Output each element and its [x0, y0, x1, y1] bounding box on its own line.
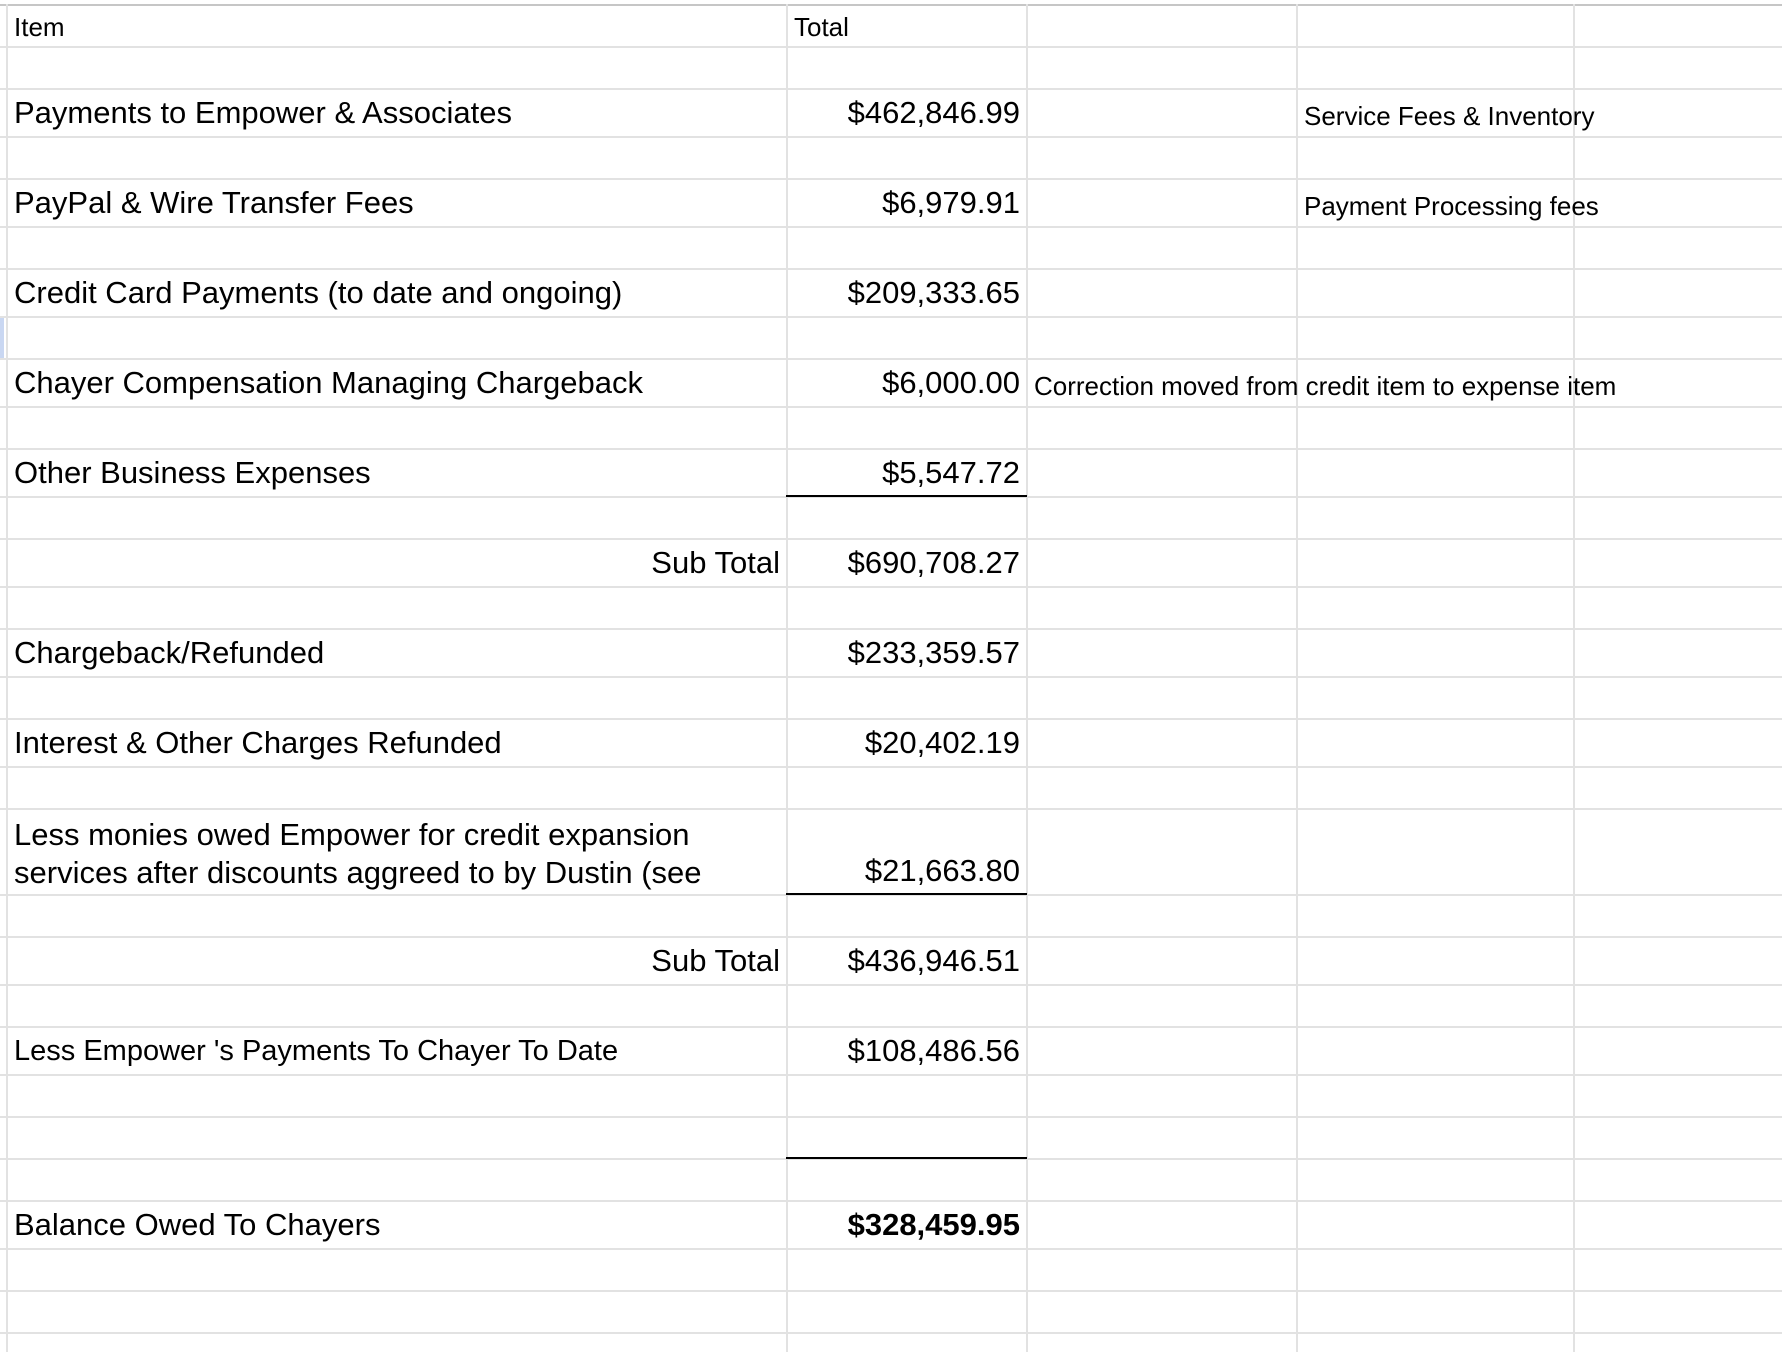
- grid-row-line: [0, 178, 1782, 180]
- grid-row-line: [0, 936, 1782, 938]
- row-label-credit-card[interactable]: Credit Card Payments (to date and ongoing): [14, 275, 623, 310]
- row-label-chargeback[interactable]: Chargeback/Refunded: [14, 635, 325, 670]
- grid-row-line: [0, 1026, 1782, 1028]
- grid-row-line: [0, 88, 1782, 90]
- row-amount-interest[interactable]: $20,402.19: [864, 725, 1020, 760]
- grid-row-line: [0, 46, 1782, 48]
- grid-row-line: [0, 766, 1782, 768]
- grid-row-line: [0, 1116, 1782, 1118]
- grid-column-line: [6, 4, 8, 1352]
- grid-row-line: [0, 538, 1782, 540]
- row-amount-chargeback[interactable]: $233,359.57: [847, 635, 1020, 670]
- row-amount-chayer-comp[interactable]: $6,000.00: [882, 365, 1020, 400]
- grid-row-line: [0, 1290, 1782, 1292]
- grid-row-line: [0, 406, 1782, 408]
- grid-row-line: [0, 136, 1782, 138]
- row-label-less-monies[interactable]: [14, 816, 702, 892]
- row-amount-credit-card[interactable]: $209,333.65: [847, 275, 1020, 310]
- row-label-less-monies-line1: Less monies owed Empower for credit expansion: [14, 817, 690, 852]
- row-amount-paypal-fees[interactable]: $6,979.91: [882, 185, 1020, 220]
- grid-row-line: [0, 586, 1782, 588]
- grid-row-line: [0, 316, 1782, 318]
- subtotal-label-2[interactable]: Sub Total: [651, 943, 780, 978]
- grid-column-line: [1296, 4, 1298, 1352]
- header-total[interactable]: Total: [794, 12, 849, 42]
- grid-row-line: [0, 628, 1782, 630]
- row-amount-payments-empower[interactable]: $462,846.99: [847, 95, 1020, 130]
- row-label-payments-empower[interactable]: Payments to Empower & Associates: [14, 95, 512, 130]
- grid-row-line: [0, 808, 1782, 810]
- row-note-chayer-comp[interactable]: Correction moved from credit item to expense item: [1034, 371, 1617, 401]
- grid-top-border: [0, 4, 1782, 6]
- grid-row-line: [0, 676, 1782, 678]
- subtotal-amount-2[interactable]: $436,946.51: [847, 943, 1020, 978]
- row-amount-less-monies[interactable]: $21,663.80: [864, 853, 1020, 888]
- subtotal-underline: [786, 495, 1027, 497]
- row-amount-balance[interactable]: $328,459.95: [847, 1207, 1020, 1242]
- grid-row-line: [0, 1074, 1782, 1076]
- grid-row-line: [0, 984, 1782, 986]
- grid-row-line: [0, 448, 1782, 450]
- grid-row-line: [0, 358, 1782, 360]
- grid-column-line: [786, 4, 788, 1352]
- row-note-paypal-fees[interactable]: Payment Processing fees: [1304, 191, 1599, 221]
- row-label-paypal-fees[interactable]: PayPal & Wire Transfer Fees: [14, 185, 414, 220]
- row-label-chayer-comp[interactable]: Chayer Compensation Managing Chargeback: [14, 365, 643, 400]
- grid-row-line: [0, 1200, 1782, 1202]
- row-amount-other-expenses[interactable]: $5,547.72: [882, 455, 1020, 490]
- row-label-balance[interactable]: Balance Owed To Chayers: [14, 1207, 381, 1242]
- row-label-less-monies-line2: services after discounts aggreed to by Dustin (see: [14, 855, 702, 890]
- grid-row-line: [0, 1248, 1782, 1250]
- balance-overline: [786, 1157, 1027, 1159]
- grid-row-line: [0, 1332, 1782, 1334]
- row-label-less-payments[interactable]: Less Empower 's Payments To Chayer To Date: [14, 1035, 619, 1067]
- header-item[interactable]: Item: [14, 12, 65, 42]
- subtotal-label-1[interactable]: Sub Total: [651, 545, 780, 580]
- grid-row-line: [0, 718, 1782, 720]
- subtotal-amount-1[interactable]: $690,708.27: [847, 545, 1020, 580]
- grid-row-line: [0, 226, 1782, 228]
- grid-row-line: [0, 268, 1782, 270]
- grid-column-line: [1026, 4, 1028, 1352]
- row-label-other-expenses[interactable]: Other Business Expenses: [14, 455, 371, 490]
- row-selection-marker: [0, 318, 4, 358]
- subtotal-underline: [786, 893, 1027, 895]
- row-label-interest[interactable]: Interest & Other Charges Refunded: [14, 725, 502, 760]
- row-note-payments-empower[interactable]: Service Fees & Inventory: [1304, 101, 1595, 131]
- row-amount-less-payments[interactable]: $108,486.56: [847, 1033, 1020, 1068]
